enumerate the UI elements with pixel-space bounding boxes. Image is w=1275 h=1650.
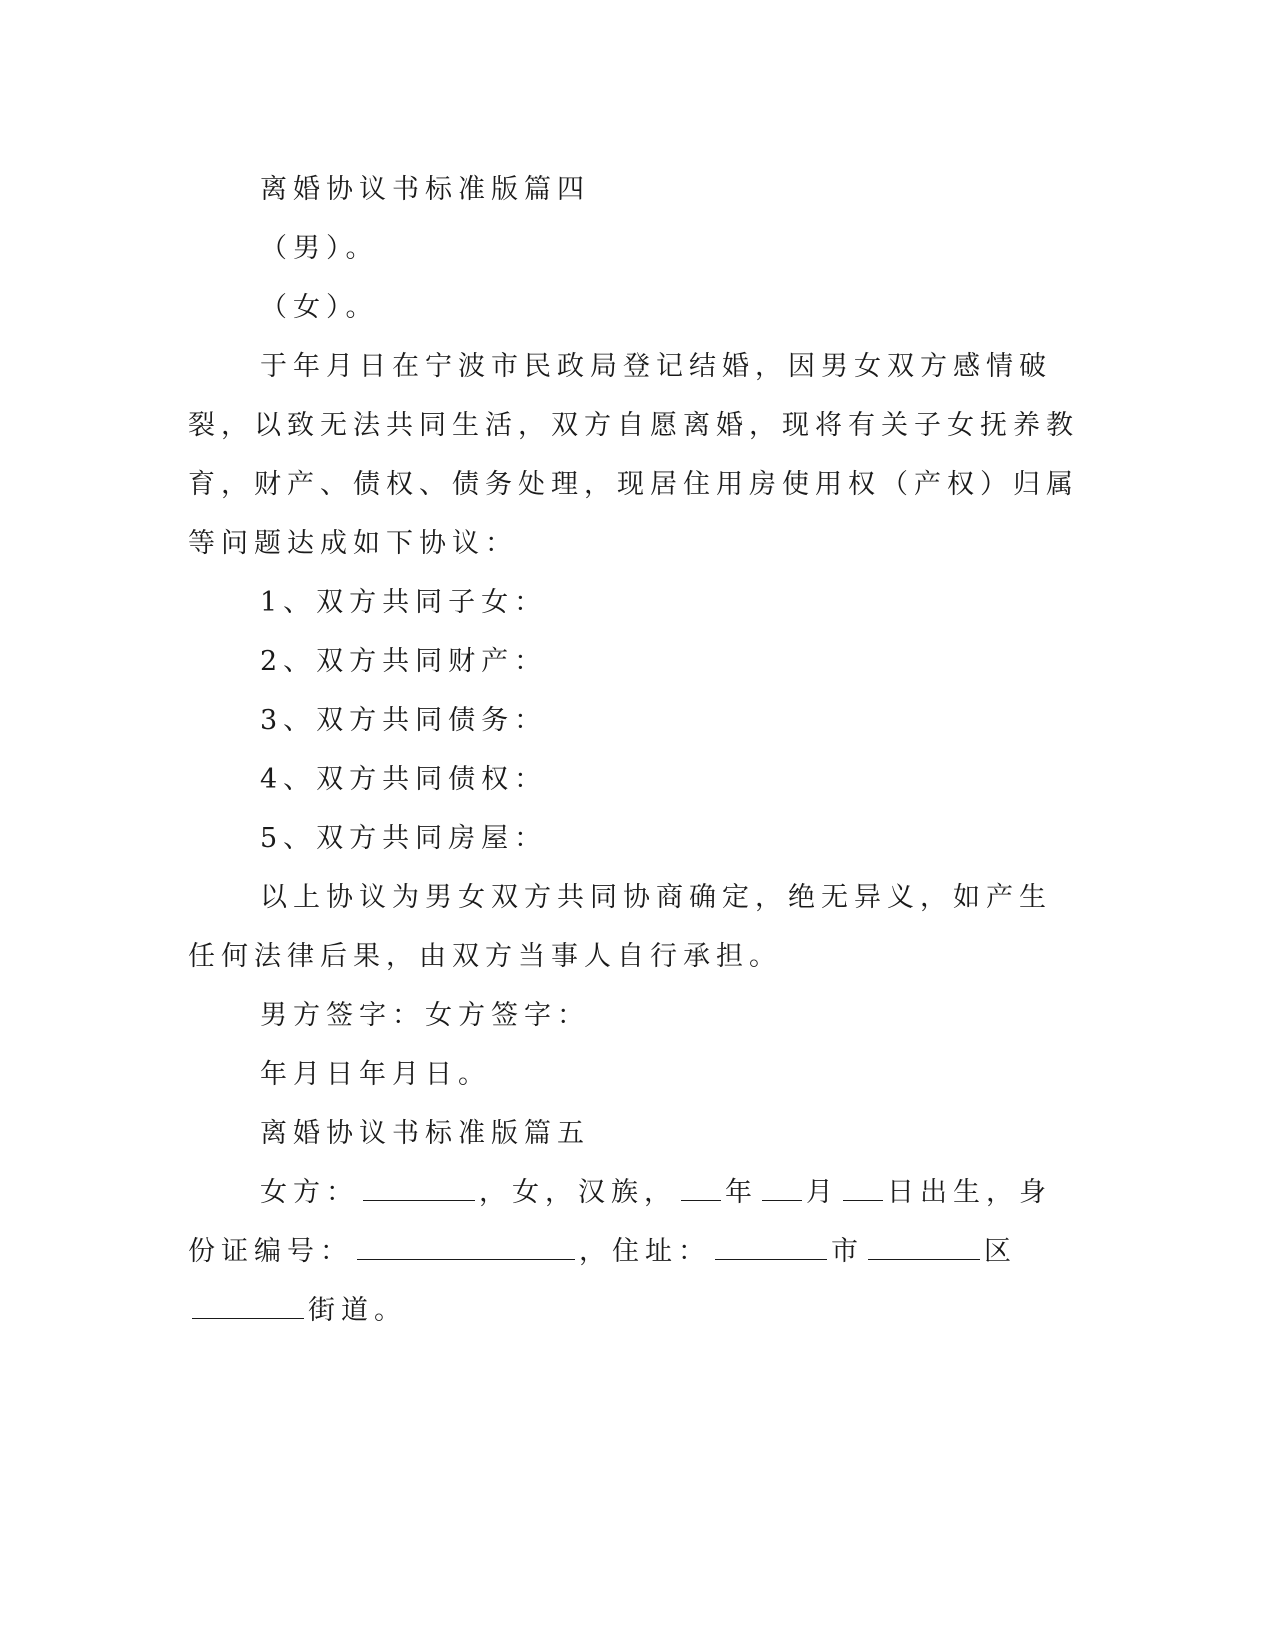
street-label: 街道。 xyxy=(308,1295,407,1326)
document-body xyxy=(188,160,1080,1340)
year-blank xyxy=(681,1178,721,1201)
district-label: 区 xyxy=(984,1236,1017,1267)
section5-title: 离婚协议书标准版篇五 xyxy=(260,1118,590,1149)
date-line: 年月日年月日。 xyxy=(260,1059,491,1090)
street-blank xyxy=(192,1296,304,1319)
signature-line: 男方签字：女方签字： xyxy=(260,1000,590,1031)
born-label: 日出生，身份证编号： xyxy=(188,1177,1052,1267)
district-blank xyxy=(868,1237,980,1260)
item-children: 1、双方共同子女： xyxy=(260,587,548,618)
conclusion-paragraph: 以上协议为男女双方共同协商确定，绝无异义，如产生任何法律后果，由双方当事人自行承担。 xyxy=(188,882,1052,972)
city-label: 市 xyxy=(831,1236,864,1267)
gender-ethnicity: ，女，汉族， xyxy=(479,1177,677,1208)
address-label: ，住址： xyxy=(579,1236,711,1267)
intro-paragraph: 于年月日在宁波市民政局登记结婚，因男女双方感情破裂，以致无法共同生活，双方自愿离婚，现将有关子女抚养教育，财产、债权、债务处理，现居住用房使用权（产权）归属等问题达成如下协议： xyxy=(188,351,1079,559)
item-house: 5、双方共同房屋： xyxy=(260,823,548,854)
section4-title: 离婚协议书标准版篇四 xyxy=(260,174,590,205)
id-number-blank xyxy=(357,1237,575,1260)
woman-prefix: 女方： xyxy=(260,1177,359,1208)
female-line: （女）。 xyxy=(260,292,379,323)
woman-info-paragraph xyxy=(188,1163,1080,1340)
month-blank xyxy=(762,1178,802,1201)
city-blank xyxy=(715,1237,827,1260)
male-line: （男）。 xyxy=(260,233,379,264)
item-claims: 4、双方共同债权： xyxy=(260,764,548,795)
item-debts: 3、双方共同债务： xyxy=(260,705,548,736)
item-property: 2、双方共同财产： xyxy=(260,646,548,677)
day-blank xyxy=(843,1178,883,1201)
year-label: 年 xyxy=(725,1177,758,1208)
name-blank xyxy=(363,1178,475,1201)
month-label: 月 xyxy=(806,1177,839,1208)
